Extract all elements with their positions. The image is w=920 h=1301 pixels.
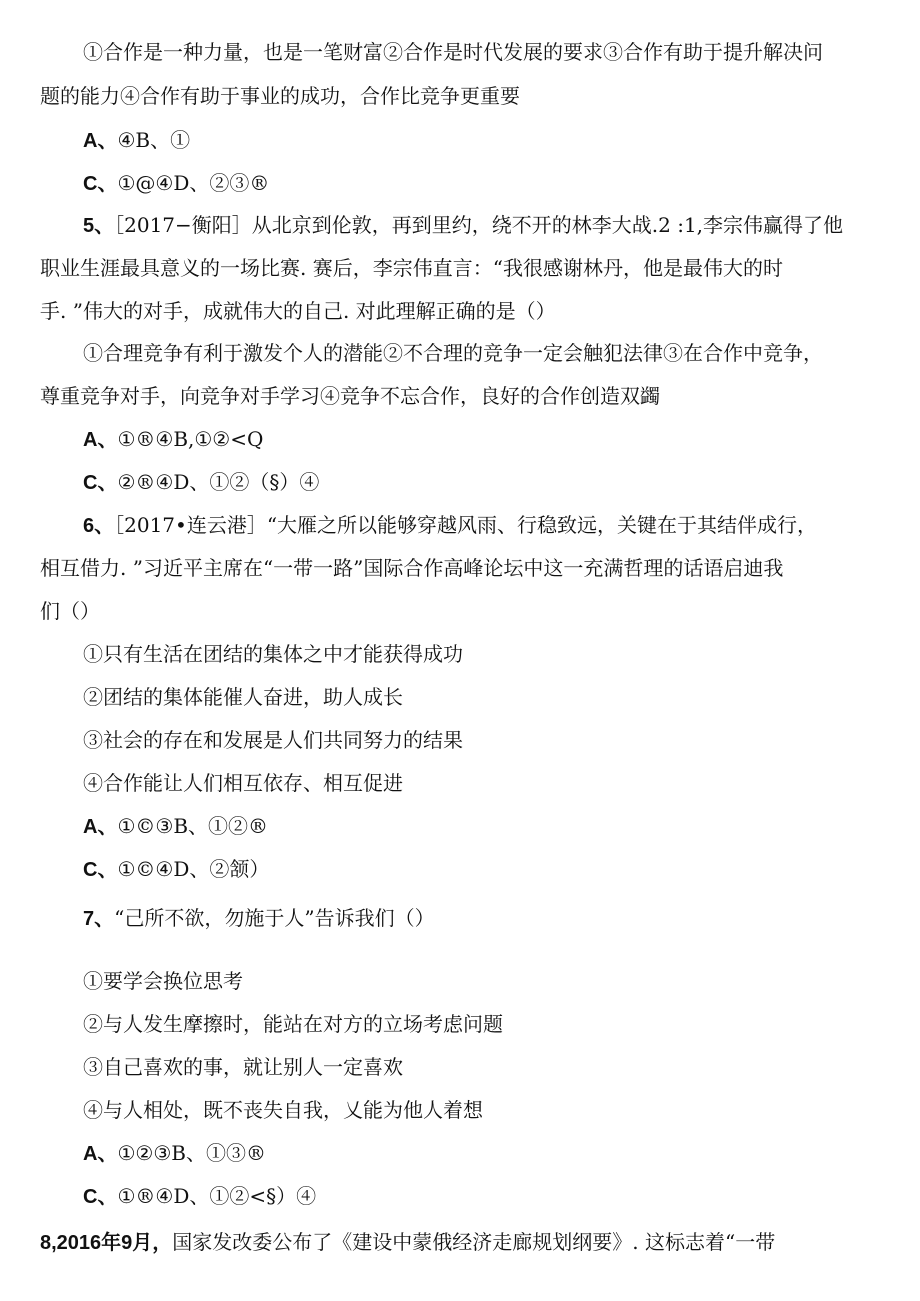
q6-statement-4: ④合作能让人们相互依存、相互促进 <box>83 771 403 795</box>
q6-options-cd: C、①©④D、②颔） <box>83 857 270 881</box>
q6-statement-1: ①只有生活在团结的集体之中才能获得成功 <box>83 642 463 666</box>
q5-options-ab: A、①®④B,①②<Q <box>83 427 264 451</box>
q7-options-ab: A、①②③B、①③® <box>83 1141 266 1165</box>
q6-statement-2: ②团结的集体能催人奋进，助人成长 <box>83 685 403 709</box>
q7-statement-1: ①要学会换位思考 <box>83 969 243 993</box>
q4-statements-line2: 题的能力④合作有助于事业的成功，合作比竞争更重要 <box>40 84 520 108</box>
q5-stem-line1: 5、［2017−衡阳］从北京到伦敦，再到里约，绕不开的林李大战.2 :1,李宗伟赢得了他 <box>83 213 844 237</box>
q5-statements-line2: 尊重竞争对手，向竞争对手学习④竞争不忘合作，良好的合作创造双蠲 <box>40 384 660 408</box>
q7-statement-2: ②与人发生摩擦时，能站在对方的立场考虑问题 <box>83 1012 503 1036</box>
q5-stem-line3: 手. ”伟大的对手，成就伟大的自己. 对此理解正确的是（） <box>40 299 556 323</box>
q4-statements-line1: ①合作是一种力量，也是一笔财富②合作是时代发展的要求③合作有助于提升解决问 <box>83 40 823 64</box>
q7-statement-4: ④与人相处，既不丧失自我，乂能为他人着想 <box>83 1098 483 1122</box>
q6-statement-3: ③社会的存在和发展是人们共同努力的结果 <box>83 728 463 752</box>
q5-options-cd: C、②®④D、①②（§）④ <box>83 470 320 494</box>
q6-stem-line2: 相互借力. ”习近平主席在“一带一路”国际合作高峰论坛中这一充满哲理的话语启迪我 <box>40 556 784 580</box>
q7-options-cd: C、①®④D、①②<§）④ <box>83 1184 317 1208</box>
q8-stem-line1: 8,2016年9月，国家发改委公布了《建设中蒙俄经济走廊规划纲要》. 这标志着“一带 <box>40 1230 776 1254</box>
q5-stem-line2: 职业生涯最具意义的一场比赛. 赛后，李宗伟直言：“我很感谢林丹，他是最伟大的时 <box>40 256 783 280</box>
q7-stem: 7、“己所不欲，勿施于人”告诉我们（） <box>83 906 435 930</box>
q7-statement-3: ③自己喜欢的事，就让别人一定喜欢 <box>83 1055 403 1079</box>
q4-options-cd: C、①@④D、②③® <box>83 171 270 195</box>
q4-options-ab: A、④B、① <box>83 128 191 152</box>
q6-stem-line3: 们（） <box>40 599 100 623</box>
q6-options-ab: A、①©③B、①②® <box>83 814 269 838</box>
q5-statements-line1: ①合理竞争有利于激发个人的潜能②不合理的竞争一定会触犯法律③在合作中竞争， <box>83 341 823 365</box>
q6-stem-line1: 6、［2017•连云港］“大雁之所以能够穿越风雨、行稳致远，关键在于其结伴成行， <box>83 513 818 537</box>
